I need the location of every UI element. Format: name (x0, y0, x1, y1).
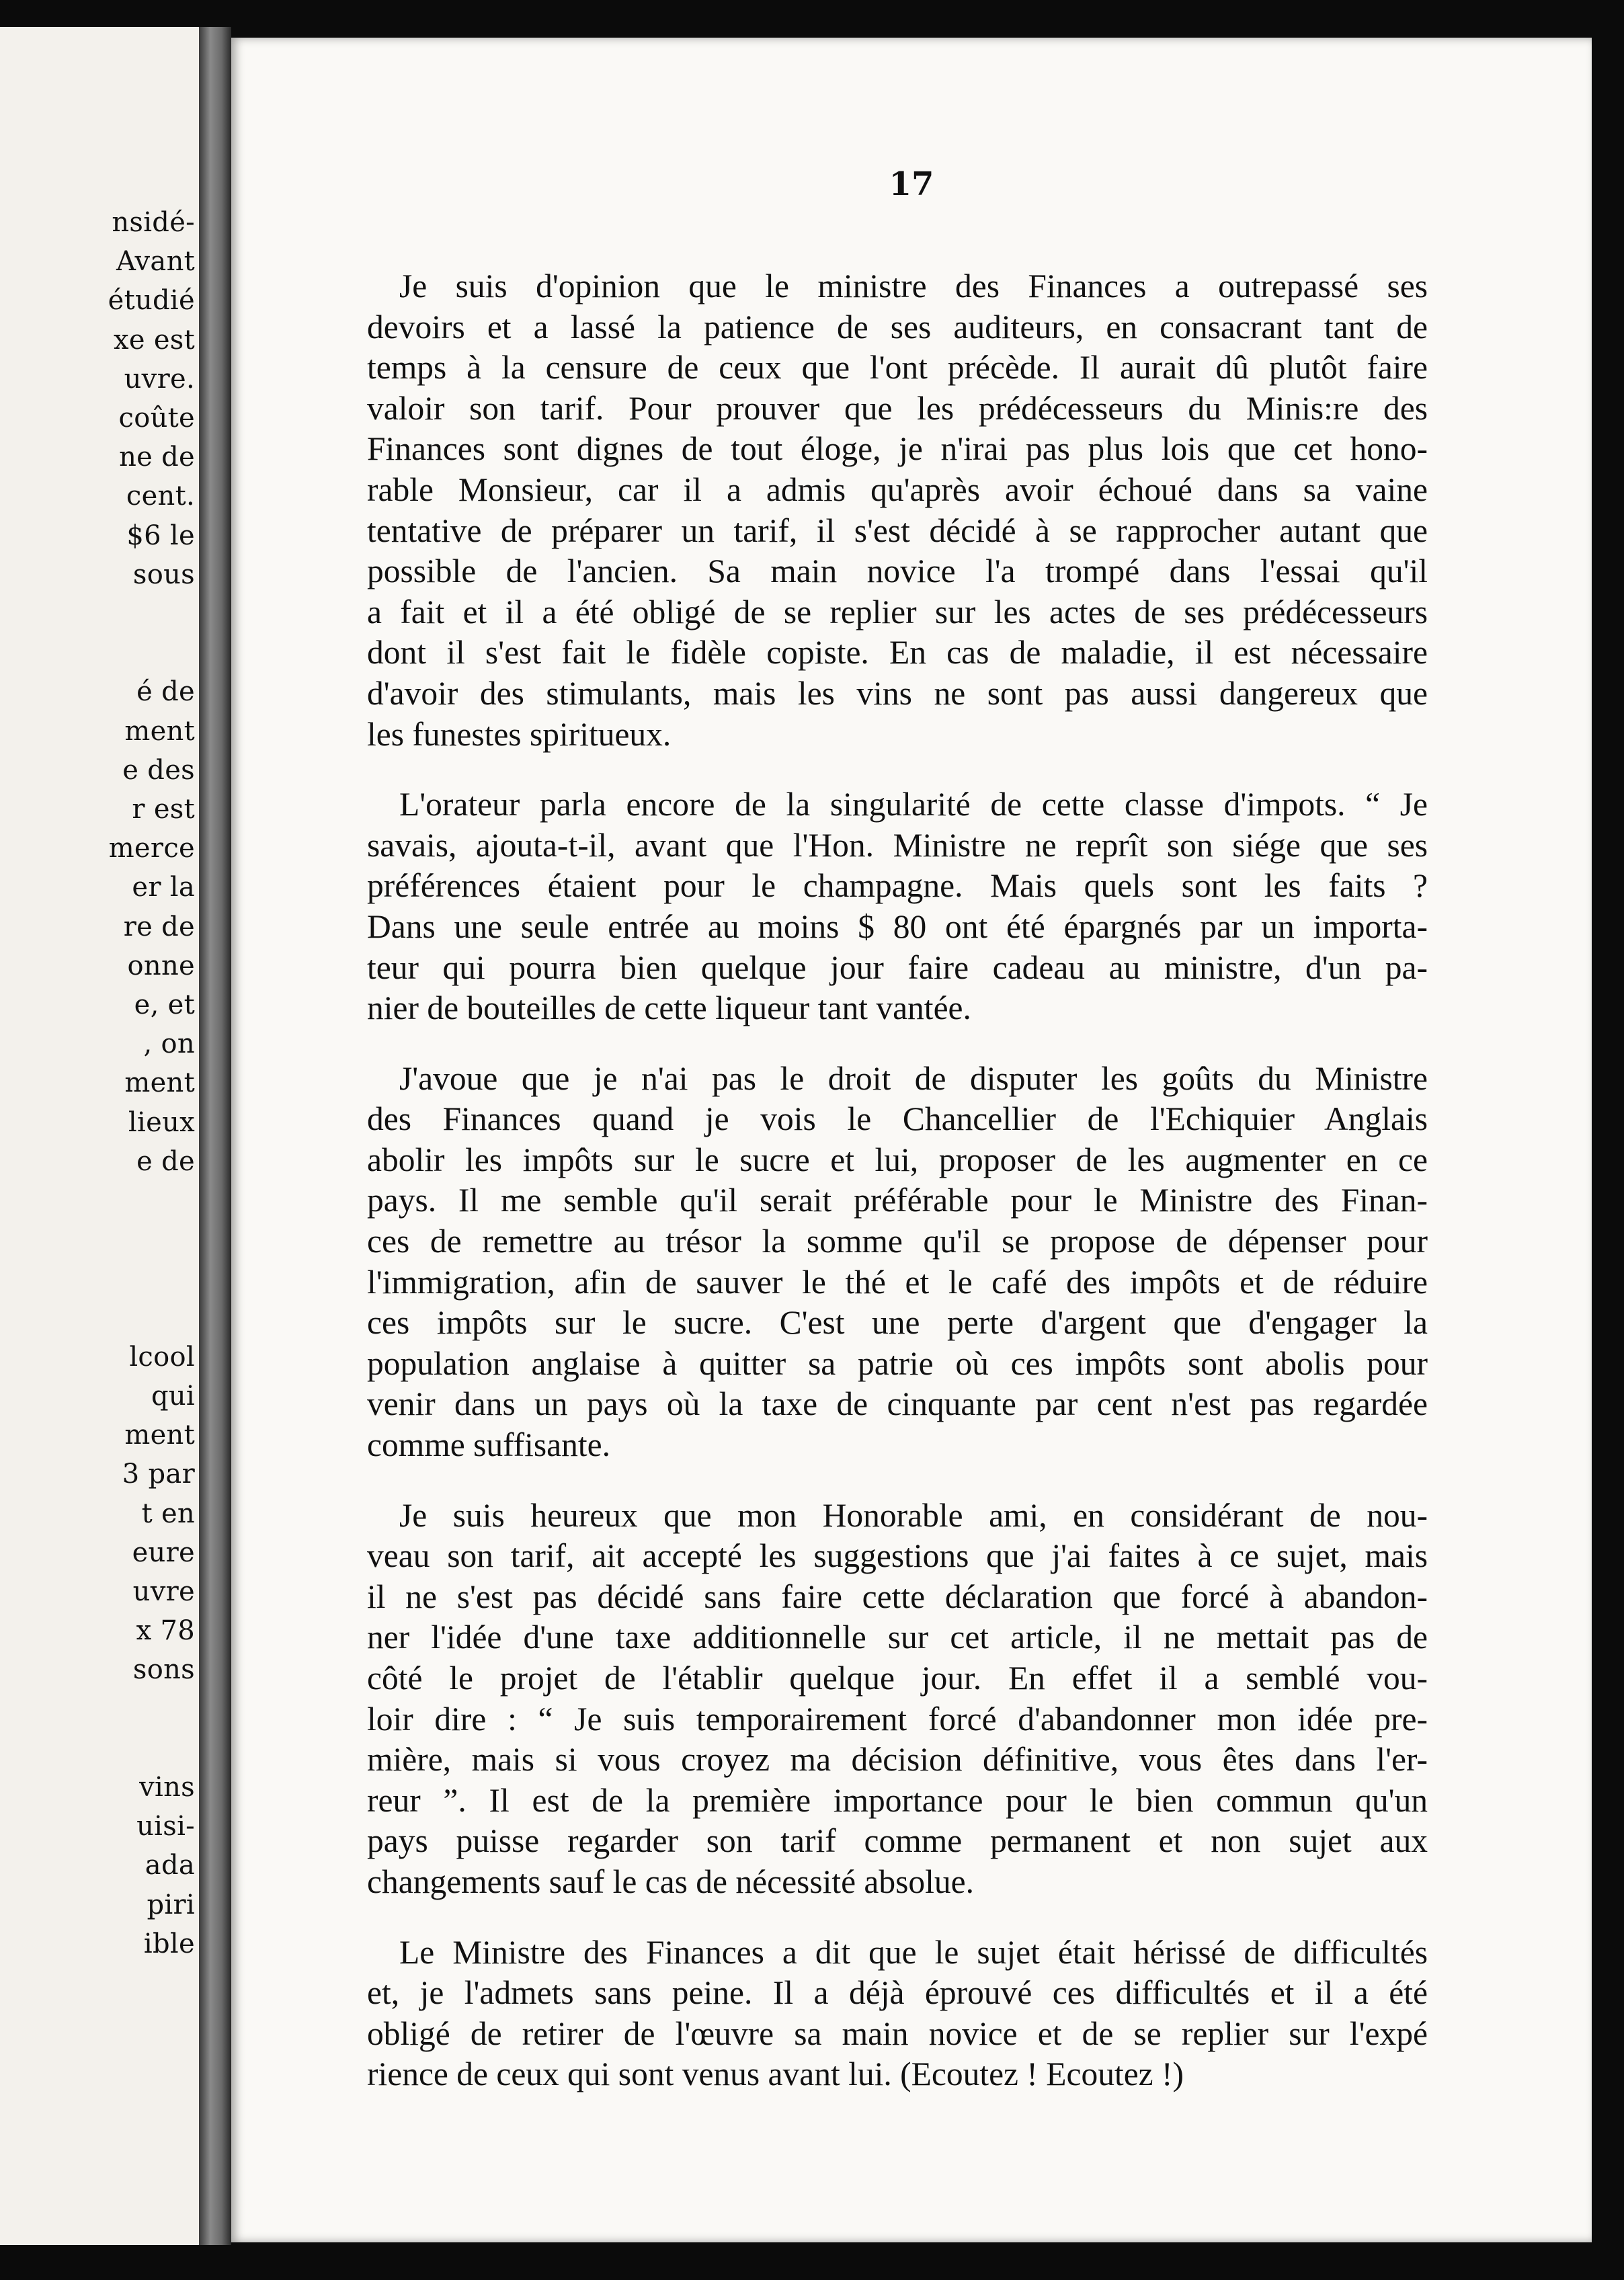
text-line: ces impôts sur le sucre. C'est une perte d'argent que d'engager la (367, 1304, 1428, 1342)
left-page-line: nsidé- (112, 207, 195, 238)
left-page-line: e de (136, 1145, 195, 1177)
text-line: loir dire : “ Je suis temporairement forcé d'abandonner mon idée pre- (367, 1700, 1428, 1738)
text-line: rable Monsieur, car il a admis qu'après avoir échoué dans sa vaine (367, 471, 1428, 508)
left-page-line: vins (139, 1772, 195, 1803)
left-page-line: e des (122, 754, 195, 786)
text-line: ces de remettre au trésor la somme qu'il se propose de dépenser pour (367, 1223, 1428, 1260)
left-page-line: lieux (128, 1106, 195, 1138)
text-line: tentative de préparer un tarif, il s'est décidé à se rapprocher autant que (367, 512, 1428, 549)
left-page-fragment (0, 27, 202, 2245)
text-line: pays puisse regarder son tarif comme permanent et non sujet aux (367, 1822, 1428, 1860)
text-line: Je suis d'opinion que le ministre des Finances a outrepassé ses (399, 268, 1428, 304)
left-page-line: re de (123, 911, 195, 942)
text-line: nier de bouteilles de cette liqueur tant vantée. (367, 989, 971, 1027)
left-page-line: piri (147, 1889, 195, 1920)
text-line: préférences étaient pour le champagne. Mais quels sont les faits ? (367, 867, 1428, 905)
left-page-line: qui (151, 1381, 195, 1412)
left-page-line: sons (132, 1654, 195, 1686)
left-page-line: ment (124, 715, 195, 747)
left-page-line: xe est (113, 324, 195, 356)
text-line: savais, ajouta-t-il, avant que l'Hon. Ministre ne reprît son siége que ses (367, 826, 1428, 864)
text-line: reur ”. Il est de la première importance pour le bien commun qu'un (367, 1781, 1428, 1819)
text-line: temps à la censure de ceux que l'ont précède. Il aurait dû plutôt faire (367, 349, 1428, 386)
left-page-line: ible (143, 1928, 195, 1959)
left-page-line: ne de (119, 442, 195, 473)
left-page-line: coûte (118, 403, 195, 434)
left-page-line: uvre (132, 1576, 195, 1607)
left-page-line: t en (141, 1498, 195, 1529)
left-page-line: ada (145, 1850, 195, 1881)
text-line: des Finances quand je vois le Chancellier de l'Echiquier Anglais (367, 1100, 1428, 1138)
left-page-line: Avant (116, 246, 195, 278)
text-line: Dans une seule entrée au moins $ 80 ont été épargnés par un importa- (367, 907, 1428, 945)
text-line: côté le projet de l'établir quelque jour. En effet il a semblé vou- (367, 1660, 1428, 1697)
text-line: J'avoue que je n'ai pas le droit de disputer les goûts du Ministre (399, 1059, 1428, 1097)
left-page-line: $6 le (126, 520, 195, 551)
text-line: possible de l'ancien. Sa main novice l'a trompé dans l'essai qu'il (367, 553, 1428, 590)
text-line: mière, mais si vous croyez ma décision définitive, vous êtes dans l'er- (367, 1741, 1428, 1779)
book-gutter (199, 27, 231, 2245)
paragraph (367, 784, 1428, 1029)
paragraph (367, 1496, 1428, 1903)
main-page (231, 38, 1592, 2242)
left-page-line: sous (132, 559, 195, 590)
left-page-line: e, et (134, 989, 195, 1020)
left-page-line: é de (136, 676, 195, 708)
text-line: abolir les impôts sur le sucre et lui, proposer de les augmenter en ce (367, 1141, 1428, 1178)
text-line: comme suffisante. (367, 1426, 610, 1464)
paragraph (367, 1059, 1428, 1466)
left-page-line: cent. (126, 481, 195, 512)
text-line: d'avoir des stimulants, mais les vins ne sont pas aussi dangereux que (367, 674, 1428, 712)
body-text (367, 266, 1428, 2125)
text-line: changements sauf le cas de nécessité absolue. (367, 1863, 975, 1900)
left-page-line: uvre. (124, 363, 195, 395)
text-line: pays. Il me semble qu'il serait préférable pour le Ministre des Finan- (367, 1182, 1428, 1219)
text-line: il ne s'est pas décidé sans faire cette déclaration que forcé à abandon- (367, 1578, 1428, 1615)
text-line: population anglaise à quitter sa patrie où ces impôts sont abolis pour (367, 1344, 1428, 1382)
left-page-line: onne (127, 950, 195, 981)
left-page-line: étudié (108, 285, 195, 317)
text-line: veau son tarif, ait accepté les suggestions que j'ai faites à ce sujet, mais (367, 1537, 1428, 1575)
text-line: teur qui pourra bien quelque jour faire cadeau au ministre, d'un pa- (367, 948, 1428, 986)
left-page-line: 3 par (122, 1459, 195, 1490)
left-page-line: lcool (129, 1341, 195, 1373)
text-line: dont il s'est fait le fidèle copiste. En cas de maladie, il est nécessaire (367, 634, 1428, 671)
left-page-line: ment (124, 1420, 195, 1451)
paragraph (367, 1932, 1428, 2095)
left-page-line: uisi- (136, 1811, 195, 1842)
text-line: venir dans un pays où la taxe de cinquante par cent n'est pas regardée (367, 1385, 1428, 1423)
left-page-line: ment (124, 1067, 195, 1099)
text-line: rience de ceux qui sont venus avant lui. (Ecoutez ! Ecoutez !) (367, 2055, 1184, 2093)
text-line: valoir son tarif. Pour prouver que les prédécesseurs du Minis:re des (367, 389, 1428, 427)
left-page-line: eure (132, 1537, 195, 1568)
paragraph (367, 266, 1428, 755)
left-page-line: er la (132, 872, 195, 903)
text-line: Le Ministre des Finances a dit que le sujet était hérissé de difficultés (399, 1933, 1428, 1971)
text-line: l'immigration, afin de sauver le thé et le café des impôts et de réduire (367, 1263, 1428, 1301)
text-line: devoirs et a lassé la patience de ses auditeurs, en consacrant tant de (367, 308, 1428, 345)
left-page-line: x 78 (136, 1615, 195, 1647)
text-line: Je suis heureux que mon Honorable ami, en considérant de nou- (399, 1496, 1428, 1534)
text-line: a fait et il a été obligé de se replier sur les actes de ses prédécesseurs (367, 593, 1428, 630)
page-number: 17 (889, 165, 934, 203)
text-line: Finances sont dignes de tout éloge, je n'irai pas plus lois que cet hono- (367, 430, 1428, 468)
left-page-line: merce (108, 833, 195, 864)
text-line: ner l'idée d'une taxe additionnelle sur cet article, il ne mettait pas de (367, 1619, 1428, 1656)
text-line: et, je l'admets sans peine. Il a déjà éprouvé ces difficultés et il a été (367, 1974, 1428, 2012)
text-line: obligé de retirer de l'œuvre sa main novice et de se replier sur l'expé (367, 2014, 1428, 2052)
text-line: les funestes spiritueux. (367, 715, 672, 753)
left-page-line: , on (143, 1028, 195, 1060)
left-page-line: r est (132, 794, 195, 825)
text-line: L'orateur parla encore de la singularité de cette classe d'impots. “ Je (399, 786, 1428, 823)
